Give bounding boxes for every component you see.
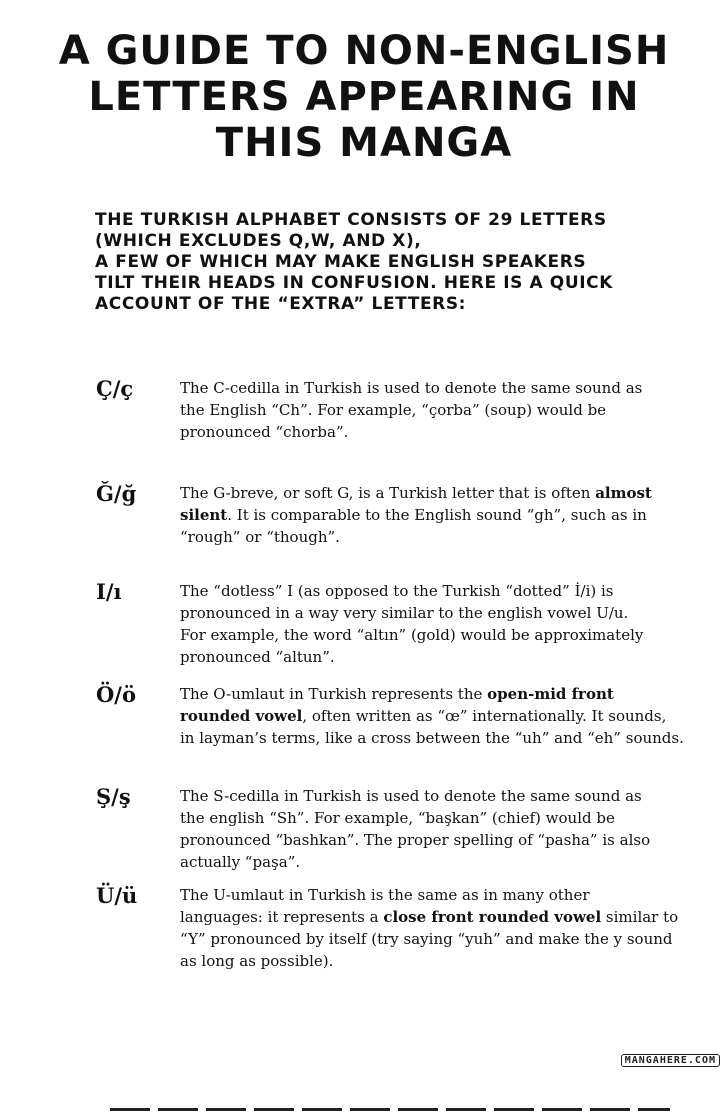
title-line: LETTERS APPEARING IN — [88, 74, 640, 120]
text-run: in layman’s terms, like a cross between the “uh” and “eh” sounds. — [180, 729, 684, 747]
text-run: languages: it represents a — [180, 908, 384, 926]
description-line — [180, 785, 700, 807]
bold-term: close front rounded vowel — [383, 908, 602, 926]
description-line — [180, 624, 700, 646]
text-run: The U-umlaut in Turkish is the same as in many other — [180, 886, 590, 904]
text-run: the English “Ch”. For example, “çorba” (soup) would be — [180, 401, 607, 419]
text-run: “rough” or “though”. — [180, 528, 340, 546]
description-line — [180, 580, 700, 602]
title-line: A GUIDE TO NON-ENGLISH — [58, 28, 670, 74]
description-line — [180, 602, 700, 624]
page-title — [0, 28, 728, 166]
description-line — [180, 683, 700, 705]
bold-term: rounded vowel — [180, 707, 303, 725]
description-line — [180, 727, 700, 749]
description-line — [180, 646, 700, 668]
intro-line: THE TURKISH ALPHABET CONSISTS OF 29 LETTERS — [95, 210, 607, 230]
text-run: pronounced in a way very similar to the english vowel U/u. — [180, 604, 629, 622]
letter-glyph: Ğ/ğ — [96, 481, 137, 506]
text-run: The C-cedilla in Turkish is used to denote the same sound as — [180, 379, 643, 397]
description-line — [180, 377, 700, 399]
text-run: as long as possible). — [180, 952, 334, 970]
text-run: pronounced “bashkan”. The proper spelling of “pasha” is also — [180, 831, 651, 849]
description-line — [180, 421, 700, 443]
description-line — [180, 526, 700, 548]
text-run: pronounced “chorba”. — [180, 423, 349, 441]
description-line — [180, 829, 700, 851]
description-line — [180, 906, 700, 928]
intro-line: (WHICH EXCLUDES Q,W, AND X), — [95, 231, 422, 251]
letter-glyph: Ç/ç — [96, 376, 134, 401]
description-line — [180, 851, 700, 873]
text-run: The “dotless” I (as opposed to the Turkish “dotted” İ/i) is — [180, 582, 614, 600]
letter-description — [180, 482, 700, 548]
letter-glyph: I/ı — [96, 579, 122, 604]
text-run: similar to — [601, 908, 679, 926]
bold-term: almost — [595, 484, 652, 502]
bold-term: open-mid front — [487, 685, 614, 703]
description-line — [180, 884, 700, 906]
letter-glyph: Ü/ü — [96, 883, 138, 908]
description-line — [180, 807, 700, 829]
description-line — [180, 705, 700, 727]
text-run: pronounced “altun”. — [180, 648, 335, 666]
text-run: . It is comparable to the English sound “gh”, such as in — [227, 506, 647, 524]
description-line — [180, 482, 700, 504]
text-run: “Y” pronounced by itself (try saying “yuh” and make the y sound — [180, 930, 673, 948]
text-run: , often written as “œ” internationally. It sounds, — [302, 707, 667, 725]
intro-paragraph — [95, 210, 655, 315]
letter-description — [180, 683, 700, 749]
intro-line: A FEW OF WHICH MAY MAKE ENGLISH SPEAKERS — [95, 252, 587, 272]
intro-line: ACCOUNT OF THE “EXTRA” LETTERS: — [95, 294, 467, 314]
description-line — [180, 950, 700, 972]
letter-description — [180, 785, 700, 873]
description-line — [180, 399, 700, 421]
description-line — [180, 928, 700, 950]
text-run: The G-breve, or soft G, is a Turkish letter that is often — [180, 484, 596, 502]
watermark-logo: MANGAHERE.COM — [621, 1054, 720, 1067]
letter-description — [180, 884, 700, 972]
letter-description — [180, 377, 700, 443]
text-run: actually “paşa”. — [180, 853, 301, 871]
divider — [110, 1108, 670, 1111]
letter-glyph: Ö/ö — [96, 682, 136, 707]
intro-line: TILT THEIR HEADS IN CONFUSION. HERE IS A QUICK — [95, 273, 614, 293]
letter-description — [180, 580, 700, 668]
text-run: For example, the word “altın” (gold) would be approximately — [180, 626, 644, 644]
text-run: the english “Sh”. For example, “başkan” (chief) would be — [180, 809, 615, 827]
text-run: The S-cedilla in Turkish is used to denote the same sound as — [180, 787, 642, 805]
letter-glyph: Ş/ş — [96, 784, 131, 809]
title-line: THIS MANGA — [215, 120, 513, 166]
description-line — [180, 504, 700, 526]
text-run: The O-umlaut in Turkish represents the — [180, 685, 488, 703]
bold-term: silent — [180, 506, 228, 524]
